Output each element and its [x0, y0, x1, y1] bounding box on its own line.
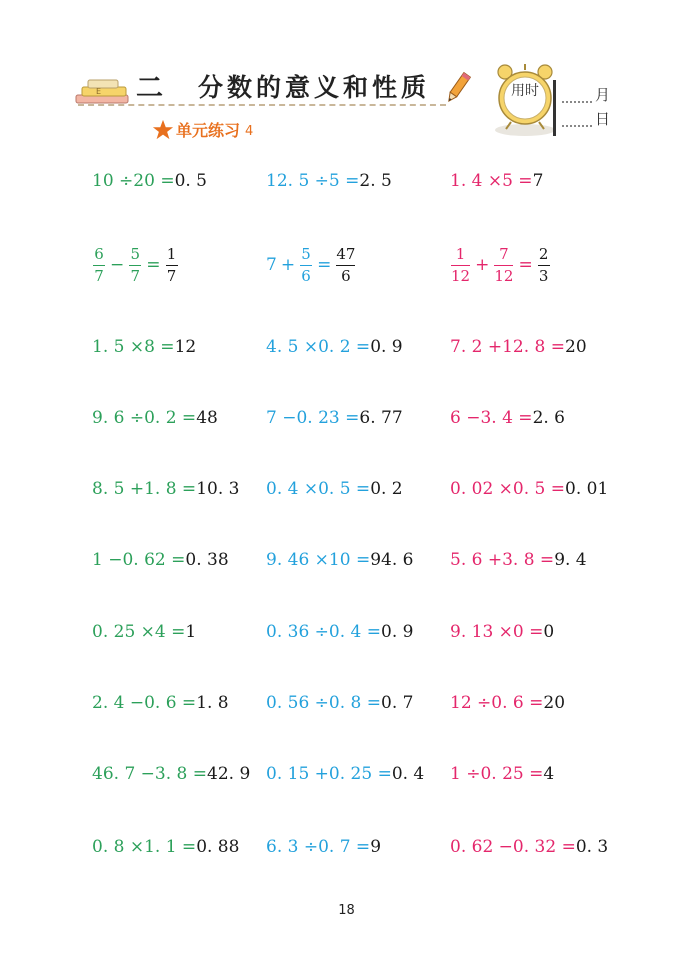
- answer-fraction: $\frac{47}{6}$: [336, 244, 356, 285]
- question: 46. 7 −3. 8 =: [92, 764, 207, 784]
- question: 0. 02 ×0. 5 =: [450, 479, 565, 499]
- answer: 2. 5: [359, 171, 392, 191]
- answer: 0. 2: [370, 479, 403, 499]
- question: 0. 15 +0. 25 =: [266, 764, 392, 784]
- exercise-row: [0, 398, 693, 438]
- answer: 94. 6: [370, 550, 414, 570]
- equals-sign: =: [317, 255, 332, 275]
- answer: 20: [565, 337, 587, 357]
- equals-sign: =: [518, 255, 533, 275]
- exercise-item: [266, 469, 403, 509]
- answer: 0: [543, 622, 555, 642]
- exercise-item: [450, 327, 587, 367]
- question: 9. 6 ÷0. 2 =: [92, 408, 197, 428]
- question: 0. 62 −0. 32 =: [450, 837, 576, 857]
- exercise-item: [450, 398, 565, 438]
- exercise-item: [92, 683, 229, 723]
- question: 6 −3. 4 =: [450, 408, 533, 428]
- answer: 9. 4: [554, 550, 587, 570]
- exercise-item: [92, 612, 196, 652]
- question: 0. 56 ÷0. 8 =: [266, 693, 381, 713]
- exercise-row: [0, 683, 693, 723]
- month-field[interactable]: [562, 88, 610, 103]
- day-field[interactable]: [562, 112, 610, 127]
- answer: 12: [174, 337, 197, 357]
- page-number: 18: [338, 903, 355, 918]
- exercise-row: [0, 161, 693, 201]
- question: 7 −0. 23 =: [266, 408, 360, 428]
- exercise-item: [92, 754, 250, 794]
- answer: 0. 88: [196, 837, 240, 857]
- exercise-row: [0, 612, 693, 652]
- star-icon: [152, 119, 174, 141]
- operator: +: [475, 255, 490, 275]
- section-number: 4: [245, 124, 254, 139]
- answer: 7: [532, 171, 544, 191]
- question: 10 ÷20 =: [92, 171, 175, 191]
- chapter-title: 分数的意义和性质: [198, 73, 431, 102]
- exercise-item: [450, 540, 587, 580]
- fraction-exercise: [450, 240, 551, 290]
- answer: 0. 9: [370, 337, 403, 357]
- answer: 0. 5: [174, 171, 208, 191]
- question: 1. 5 ×8 =: [92, 337, 175, 357]
- answer: 1. 8: [196, 693, 229, 713]
- answer-fraction: $\frac{1}{7}$: [166, 244, 177, 285]
- exercise-item: [266, 540, 413, 580]
- answer: 0. 4: [391, 764, 425, 784]
- question: 1. 4 ×5 =: [450, 171, 533, 191]
- month-label: 月: [595, 86, 611, 104]
- exercise-item: [450, 161, 543, 201]
- question: 4. 5 ×0. 2 =: [266, 337, 371, 357]
- exercise-item: [266, 827, 381, 867]
- exercise-item: [92, 161, 207, 201]
- fraction-exercise: [266, 240, 356, 290]
- fraction: $\frac{7}{12}$: [494, 244, 514, 285]
- answer: 0. 7: [381, 693, 414, 713]
- time-used-label: 用时: [511, 83, 539, 99]
- exercise-row: [0, 540, 693, 580]
- question: 7. 2 +12. 8 =: [450, 337, 565, 357]
- exercise-item: [92, 827, 239, 867]
- page-header: [0, 0, 693, 150]
- exercise-item: [266, 327, 403, 367]
- operator: +: [280, 255, 296, 275]
- fraction: $\frac{5}{7}$: [130, 244, 141, 285]
- exercise-row: [0, 469, 693, 509]
- svg-text:E: E: [96, 87, 102, 96]
- title-divider: [78, 104, 446, 106]
- exercise-item: [92, 398, 218, 438]
- question: 9. 46 ×10 =: [266, 550, 371, 570]
- exercise-item: [266, 683, 413, 723]
- answer: 1: [185, 622, 197, 642]
- question: 9. 13 ×0 =: [450, 622, 544, 642]
- answer: 0. 9: [381, 622, 414, 642]
- exercise-item: [450, 754, 554, 794]
- question: 5. 6 +3. 8 =: [450, 550, 555, 570]
- fraction-row: [0, 240, 693, 285]
- answer: 2. 6: [532, 408, 566, 428]
- operator: −: [110, 255, 125, 275]
- exercise-item: [266, 398, 403, 438]
- question: 12. 5 ÷5 =: [266, 171, 360, 191]
- month-blank[interactable]: [562, 100, 592, 103]
- answer: 0. 38: [185, 550, 229, 570]
- exercise-item: [92, 540, 229, 580]
- exercise-item: [266, 754, 424, 794]
- answer-fraction: $\frac{2}{3}$: [538, 244, 549, 285]
- question: 0. 8 ×1. 1 =: [92, 837, 197, 857]
- answer: 0. 3: [575, 837, 609, 857]
- pencil-icon: [445, 70, 471, 106]
- answer: 42. 9: [207, 764, 251, 784]
- question: 0. 36 ÷0. 4 =: [266, 622, 381, 642]
- question: 6. 3 ÷0. 7 =: [266, 837, 371, 857]
- exercise-item: [266, 612, 413, 652]
- day-blank[interactable]: [562, 124, 592, 127]
- fraction: $\frac{5}{6}$: [301, 244, 311, 285]
- question: 0. 4 ×0. 5 =: [266, 479, 371, 499]
- question: 1 −0. 62 =: [92, 550, 186, 570]
- section-title: 单元练习: [176, 121, 241, 140]
- exercise-item: [92, 469, 239, 509]
- whole-number: 7: [266, 255, 277, 275]
- answer: 9: [370, 837, 382, 857]
- answer: 48: [196, 408, 218, 428]
- fraction: $\frac{6}{7}$: [94, 244, 104, 285]
- question: 1 ÷0. 25 =: [450, 764, 544, 784]
- exercise-row: [0, 754, 693, 794]
- exercise-item: [92, 327, 196, 367]
- answer: 0. 01: [565, 479, 609, 499]
- question: 12 ÷0. 6 =: [450, 693, 544, 713]
- exercise-item: [450, 827, 608, 867]
- alarm-clock-icon: [493, 62, 557, 138]
- answer: 4: [543, 764, 555, 784]
- day-label: 日: [595, 110, 611, 128]
- answer: 10. 3: [196, 479, 240, 499]
- exercise-item: [266, 161, 392, 201]
- answer: 6. 77: [359, 408, 403, 428]
- equals-sign: =: [146, 255, 161, 275]
- chapter-number: 二: [136, 73, 163, 104]
- exercise-item: [450, 469, 608, 509]
- section-heading: [152, 118, 253, 141]
- exercise-row: [0, 827, 693, 867]
- date-divider: [553, 80, 556, 136]
- question: 8. 5 +1. 8 =: [92, 479, 197, 499]
- answer: 20: [543, 693, 566, 713]
- fraction-exercise: [92, 240, 179, 290]
- question: 0. 25 ×4 =: [92, 622, 186, 642]
- fraction: $\frac{1}{12}$: [451, 244, 471, 285]
- exercise-item: [450, 683, 565, 723]
- exercise-item: [450, 612, 554, 652]
- exercise-row: [0, 327, 693, 367]
- question: 2. 4 −0. 6 =: [92, 693, 197, 713]
